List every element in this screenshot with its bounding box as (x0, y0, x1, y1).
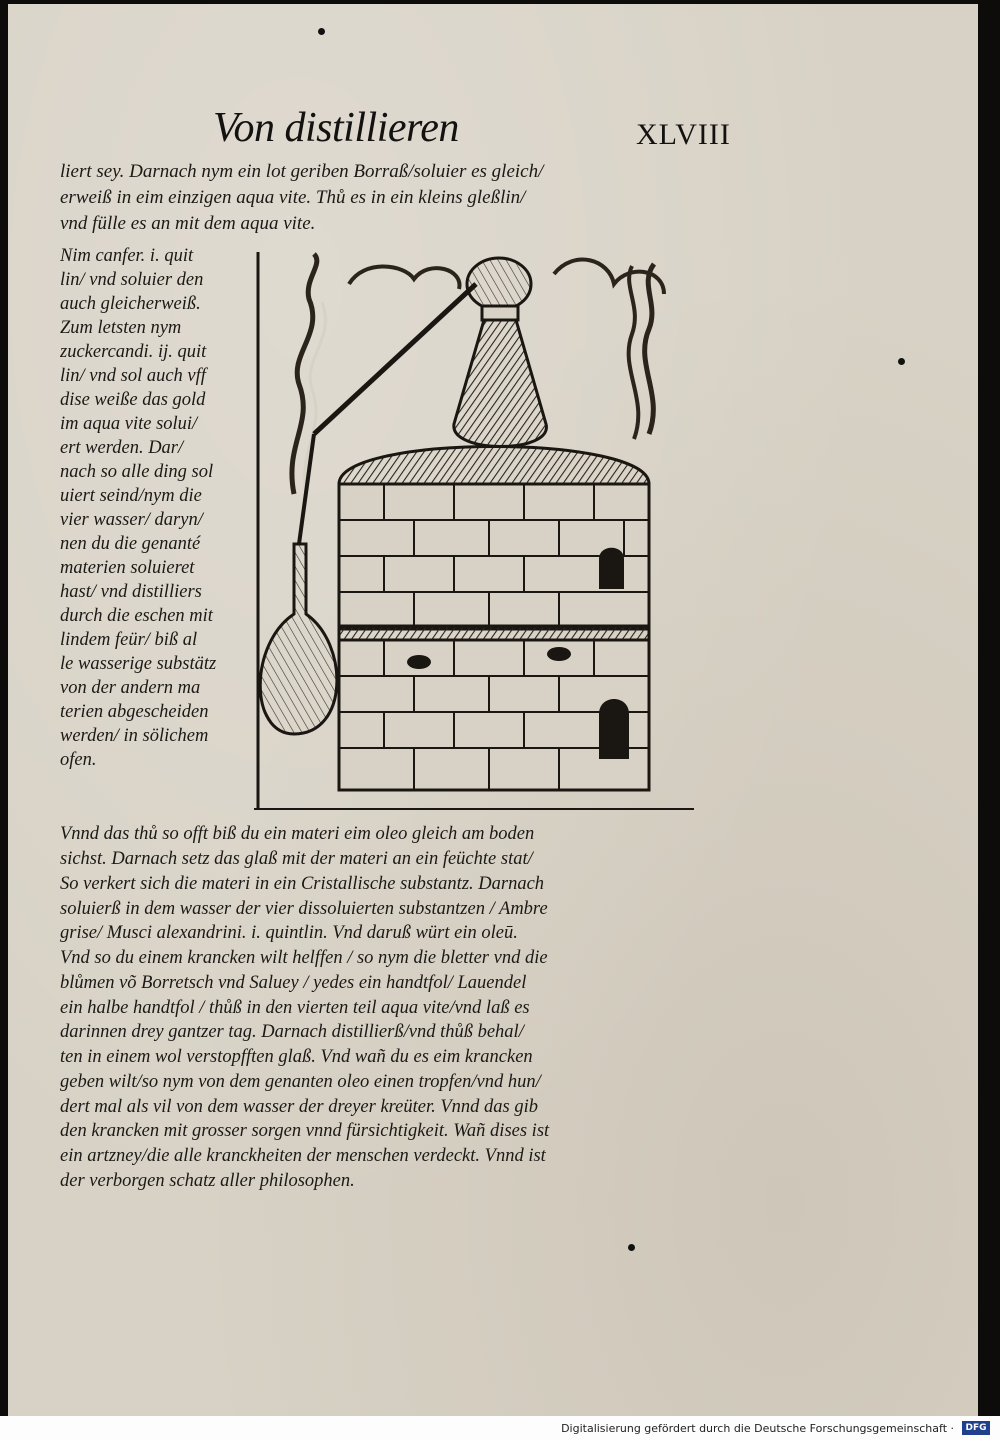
funding-credit: Digitalisierung gefördert durch die Deutsche Forschungsgemeinschaft · (561, 1422, 954, 1435)
text-line: geben wilt/so nym von dem genanten oleo einen tropfen/vnd hun/ (60, 1072, 541, 1092)
book-page (8, 4, 978, 1416)
text-line: dert mal als vil von dem wasser der dreyer kreüter. Vnnd das gib (60, 1097, 539, 1117)
text-line: Zum letsten nym (60, 318, 182, 338)
text-line: liert sey. Darnach nym ein lot geriben Borraß/soluier es gleich/ (60, 161, 544, 182)
text-line: im aqua vite solui/ (60, 414, 198, 434)
text-line: materien soluieret (60, 558, 195, 578)
dfg-logo: DFG (962, 1421, 990, 1435)
folio-number: XLVIII (636, 118, 731, 151)
text-line: darinnen drey gantzer tag. Darnach distillierß/vnd thůß behal/ (60, 1022, 524, 1042)
text-line: terien abgescheiden (60, 702, 209, 722)
text-line: erweiß in eim einzigen aqua vite. Thů es in ein kleins gleßlin/ (60, 187, 526, 208)
text-line: ofen. (60, 750, 97, 770)
footer-bar (0, 1416, 1000, 1440)
ink-dot (628, 1244, 635, 1251)
text-line: ten in einem wol verstopfften glaß. Vnd wañ du es eim krancken (60, 1047, 533, 1067)
text-line: uiert seind/nym die (60, 486, 202, 506)
ink-dot (898, 358, 905, 365)
text-line: ein halbe handtfol / thůß in den vierten teil aqua vite/vnd laß es (60, 998, 530, 1018)
alembic-furnace-woodcut (254, 244, 694, 816)
text-line: grise/ Musci alexandrini. i. quintlin. Vnd daruß würt ein oleū. (60, 923, 518, 943)
text-line: hast/ vnd distilliers (60, 582, 202, 602)
text-line: lin/ vnd soluier den (60, 270, 204, 290)
text-line: den krancken mit grosser sorgen vnnd fürsichtigkeit. Wañ dises ist (60, 1121, 550, 1141)
text-line: soluierß in dem wasser der vier dissoluierten substantzen / Ambre (60, 899, 548, 919)
text-line: durch die eschen mit (60, 606, 213, 626)
text-line: ert werden. Dar/ (60, 438, 184, 458)
text-line: blůmen võ Borretsch vnd Saluey / yedes ein handtfol/ Lauendel (60, 973, 527, 993)
text-line: lin/ vnd sol auch vff (60, 366, 206, 386)
running-title: Von distillieren (213, 105, 459, 151)
text-line: nach so alle ding sol (60, 462, 214, 482)
text-line: nen du die genanté (60, 534, 201, 554)
text-line: werden/ in sölichem (60, 726, 209, 746)
text-line: Vnd so du einem krancken wilt helffen / so nym die bletter vnd die (60, 948, 548, 968)
text-line: Nim canfer. i. quit (60, 246, 194, 266)
text-line: vier wasser/ daryn/ (60, 510, 203, 530)
text-line: sichst. Darnach setz das glaß mit der materi an ein feüchte stat/ (60, 849, 533, 869)
text-line: von der andern ma (60, 678, 201, 698)
text-line: dise weiße das gold (60, 390, 206, 410)
text-line: zuckercandi. ij. quit (60, 342, 207, 362)
text-line: ein artzney/die alle kranckheiten der menschen verdeckt. Vnnd ist (60, 1146, 546, 1166)
text-line: le wasserige substätz (60, 654, 217, 674)
text-line: Vnnd das thů so offt biß du ein materi eim oleo gleich am boden (60, 824, 535, 844)
ink-dot (318, 28, 325, 35)
text-line: So verkert sich die materi in ein Cristallische substantz. Darnach (60, 874, 545, 894)
text-line: der verborgen schatz aller philosophen. (60, 1171, 355, 1191)
text-line: vnd fülle es an mit dem aqua vite. (60, 213, 316, 234)
text-line: auch gleicherweiß. (60, 294, 201, 314)
text-line: lindem feür/ biß al (60, 630, 198, 650)
